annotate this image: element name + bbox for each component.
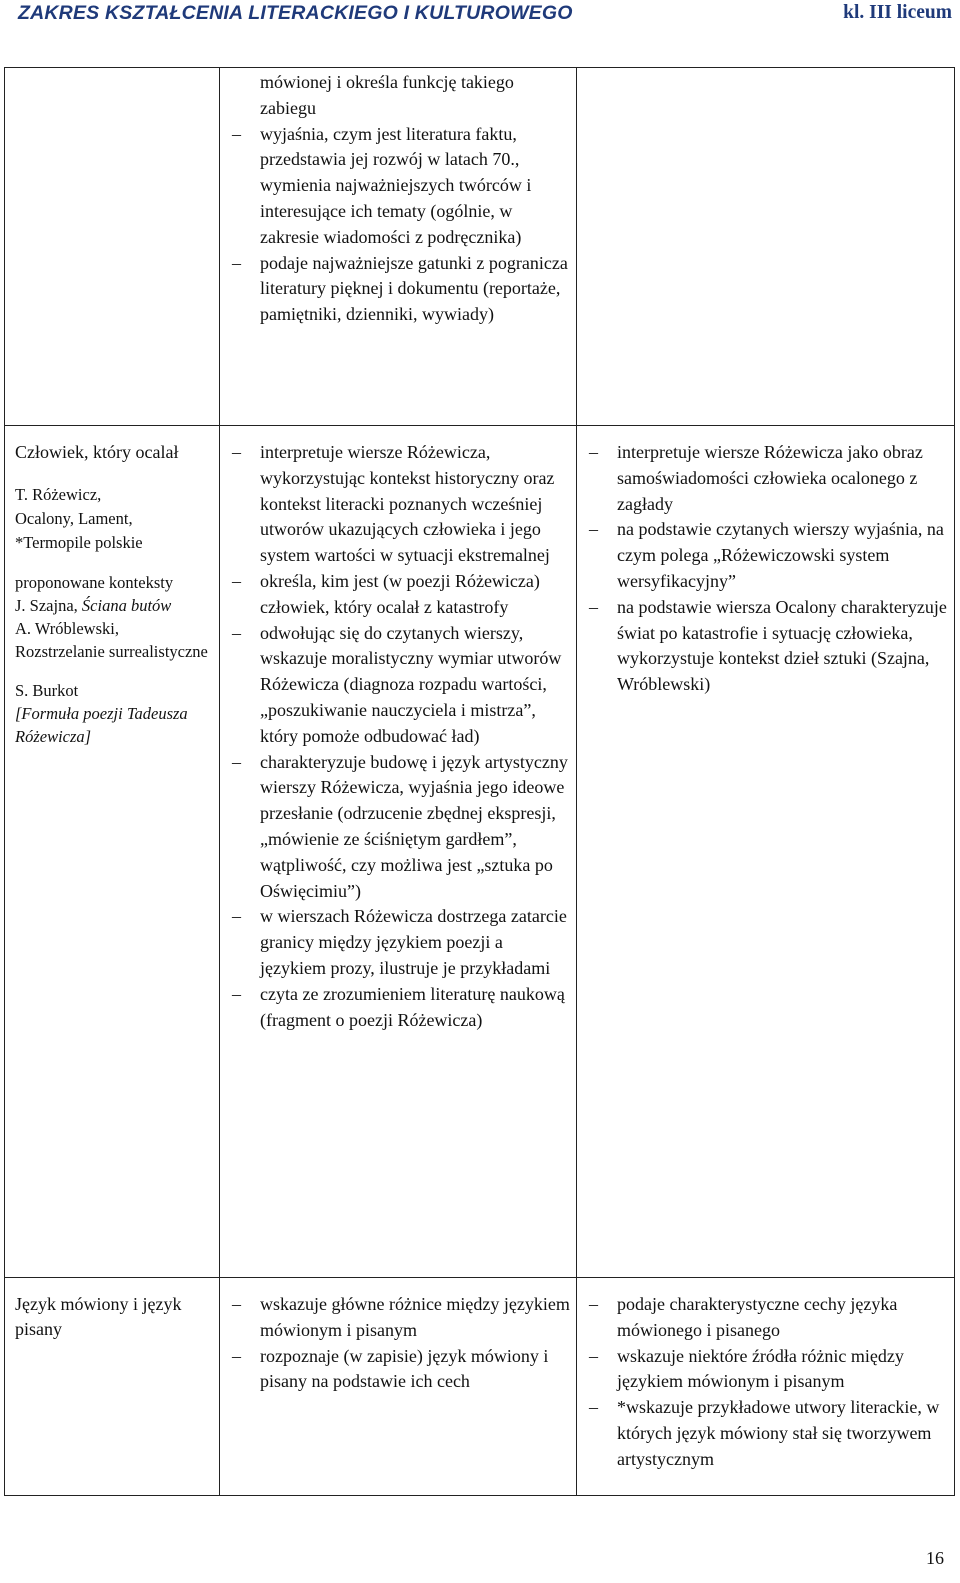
header-title: ZAKRES KSZTAŁCENIA LITERACKIEGO I KULTUROWEGO [18,2,573,24]
context-item-author: S. Burkot [15,680,79,700]
list-item: – określa, kim jest (w poezji Różewicza) człowiek, który ocalał z katastrofy [232,570,540,617]
table-row [5,426,955,1278]
list-item-continuation: mówionej i określa funkcję takiego zabiegu [260,72,514,118]
list-item: – odwołując się do czytanych wierszy, wskazuje moralistyczny wymiar utworów Różewicza (diagnoza rozpadu wartości, „poszukiwanie nauczyciela i mistrza”, który pomoże odbudować ład) [232,622,562,746]
extended-requirements-cell [577,426,955,1278]
list-item: – *wskazuje przykładowe utwory literackie, w których język mówiony stał się tworzywem artystycznym [589,1397,940,1469]
extended-requirements-cell [577,68,955,426]
page-header [18,0,952,34]
list-item: – podaje charakterystyczne cechy języka mówionego i pisanego [589,1294,898,1340]
list-item: – wskazuje główne różnice między językiem mówionym i pisanym [232,1294,570,1340]
list-item: – w wierszach Różewicza dostrzega zatarcie granicy między językiem poezji a językiem prozy, ilustruje je przykładami [232,906,567,978]
basic-requirements-cell [220,1278,577,1496]
table-row [5,68,955,426]
basic-requirements-cell [220,68,577,426]
list-item: – interpretuje wiersze Różewicza jako obraz samoświadomości człowieka ocalonego z zagłady [589,442,923,514]
list-item: – czyta ze zrozumieniem literaturę naukową (fragment o poezji Różewicza) [232,983,565,1030]
list-item: – interpretuje wiersze Różewicza, wykorzystując kontekst historyczny oraz kontekst literacki poznanych wcześniej utworów ukazujących człowieka i jego system wartości w sytuacji ekstremalnej [232,442,555,566]
context-item: J. Szajna, Ściana butów [15,595,172,615]
list-item: – podaje najważniejsze gatunki z pogranicza literatury pięknej i dokumentu (reportaże, pamiętniki, dzienniki, wywiady) [232,252,568,325]
page-number: 16 [926,1548,944,1568]
context-item-title: [Formuła poezji Tadeusza Różewicza] [15,703,188,746]
table-row [5,1278,955,1496]
basic-requirements-cell [220,426,577,1278]
list-item: – charakteryzuje budowę i język artystyczny wierszy Różewicza, wyjaśnia jego ideowe przesłanie (odrzucenie zbędnej ekspresji, „mówienie ze ściśniętym gardłem”, wątpliwość, czy możliwa jest „sztuka po Oświęcimiu”) [232,751,568,901]
header-level: kl. III liceum [843,2,952,23]
literature-author: T. Różewicz, [15,484,102,504]
topic-title: Język mówiony i język pisany [15,1294,182,1339]
list-item: – rozpoznaje (w zapisie) język mówiony i pisany na podstawie ich cech [232,1345,549,1392]
curriculum-table [4,67,955,1496]
list-item: – wyjaśnia, czym jest literatura faktu, przedstawia jej rozwój w latach 70., wymienia najważniejszych twórców i interesujące ich tematy (ogólnie, w zakresie wiadomości z podręcznika) [232,123,532,247]
topic-cell [5,426,220,1278]
list-item: – na podstawie czytanych wierszy wyjaśnia, na czym polega „Różewiczowski system wersyfikacyjny” [589,519,944,591]
list-item: – na podstawie wiersza Ocalony charakteryzuje świat po katastrofie i sytuację człowieka, wykorzystuje kontekst dzieł sztuki (Szajna, Wróblewski) [589,596,947,695]
list-item: – wskazuje niektóre źródła różnic między językiem mówionym i pisanym [589,1345,904,1392]
topic-cell [5,68,220,426]
extended-requirements-cell [577,1278,955,1496]
topic-title: Człowiek, który ocalał [15,442,179,462]
context-item: A. Wróblewski, Rozstrzelanie surrealistyczne [15,618,208,661]
topic-cell [5,1278,220,1496]
literature-works: Ocalony, Lament, *Termopile polskie [15,508,143,552]
context-label: proponowane konteksty [15,572,174,592]
